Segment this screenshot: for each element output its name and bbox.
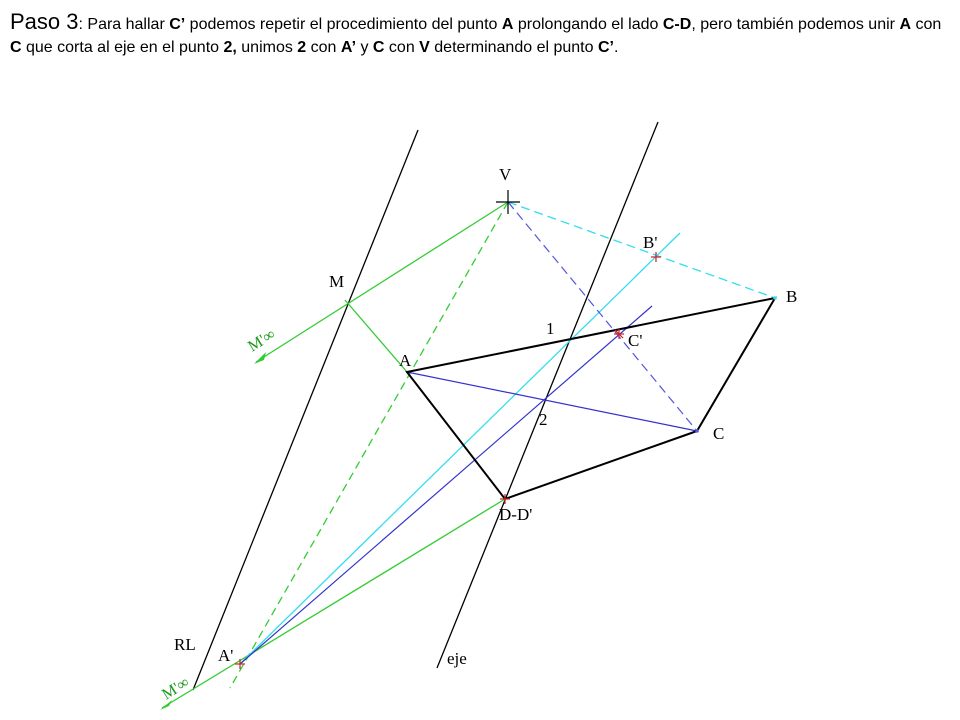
step-caption: Paso 3: Para hallar C’ podemos repetir el procedimiento del punto A prolongando el lado C-D, pero también podemos unir A con C que corta al eje en el punto 2, unimos 2 con A’ y C con V determinando el punto C’. [10,9,942,56]
label-b: B [786,287,798,306]
c-point [695,429,699,433]
label-b-prime: B' [643,233,658,252]
label-v: V [499,165,512,184]
label-2: 2 [539,410,548,429]
label-c-prime: C' [628,331,643,350]
green-line-aprime-d [162,499,505,708]
label-a: A [399,351,412,370]
label-d: D-D' [499,505,533,524]
label-eje: eje [447,649,467,668]
step-title: Paso 3 [10,9,79,34]
v-marker [496,190,520,214]
blue-line-a-c [407,372,697,431]
eje-line [437,122,658,668]
b-point [773,296,777,300]
green-line-m-a [345,300,407,372]
cyan-line-aprime [240,233,680,664]
label-m-inf-bottom: M'∞ [159,673,193,704]
green-line-v-minf [256,202,508,362]
rl-line [193,130,418,690]
blue-line-aprime-2 [240,306,652,664]
quadrilateral-abcd [407,298,775,499]
label-a-prime: A' [218,646,234,665]
label-rl: RL [174,635,196,654]
label-c: C [713,424,725,443]
label-1: 1 [546,319,555,338]
label-m: M [329,272,345,291]
green-dashed-v-aprime [230,202,508,688]
label-m-inf-top: M'∞ [245,325,279,356]
